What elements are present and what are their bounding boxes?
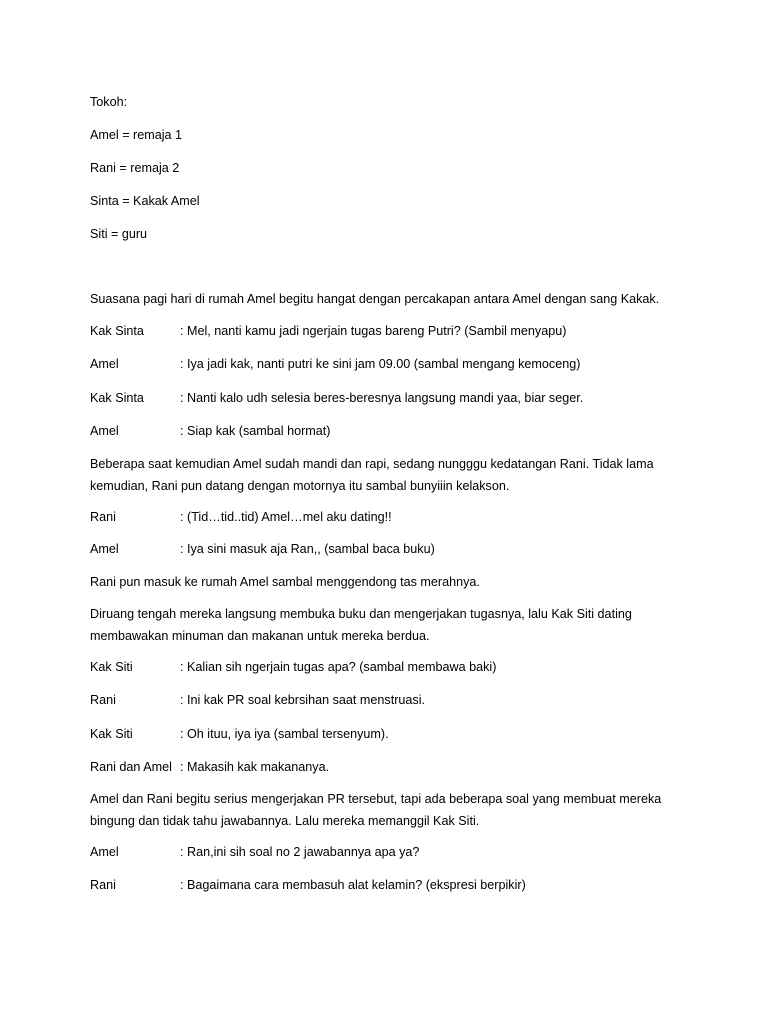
dialogue-line: : Bagaimana cara membasuh alat kelamin? (ekspresi berpikir) (180, 878, 526, 892)
dialogue-line: : Iya sini masuk aja Ran,, (sambal baca buku) (180, 542, 435, 556)
cast-item: Amel = remaja 1 (90, 128, 183, 142)
dialogue-line: : Makasih kak makananya. (180, 760, 330, 774)
dialogue-line: : Oh ituu, iya iya (sambal tersenyum). (180, 727, 389, 741)
dialogue-speaker: Rani (90, 693, 116, 707)
narration-paragraph: Diruang tengah mereka langsung membuka buku dan mengerjakan tugasnya, lalu Kak Siti dating membawakan minuman dan makanan untuk mereka berdua. (90, 607, 632, 643)
dialogue-line: : Ran,ini sih soal no 2 jawabannya apa ya? (180, 845, 420, 859)
dialogue-speaker: Amel (90, 845, 119, 859)
dialogue-line: : Ini kak PR soal kebrsihan saat menstruasi. (180, 693, 425, 707)
dialogue-speaker: Amel (90, 424, 119, 438)
dialogue-speaker: Rani (90, 510, 116, 524)
dialogue-speaker: Kak Siti (90, 660, 133, 674)
dialogue-line: : (Tid…tid..tid) Amel…mel aku dating!! (180, 510, 392, 524)
dialogue-line: : Iya jadi kak, nanti putri ke sini jam 09.00 (sambal mengang kemoceng) (180, 357, 581, 371)
dialogue-speaker: Amel (90, 357, 119, 371)
cast-item: Rani = remaja 2 (90, 161, 180, 175)
dialogue-line: : Siap kak (sambal hormat) (180, 424, 331, 438)
intro-paragraph: Suasana pagi hari di rumah Amel begitu hangat dengan percakapan antara Amel dengan sang Kakak. (90, 292, 660, 306)
cast-item: Siti = guru (90, 227, 148, 241)
dialogue-speaker: Rani (90, 878, 116, 892)
dialogue-speaker: Kak Siti (90, 727, 133, 741)
dialogue-line: : Kalian sih ngerjain tugas apa? (sambal membawa baki) (180, 660, 497, 674)
dialogue-speaker: Rani dan Amel (90, 760, 172, 774)
narration-paragraph: Beberapa saat kemudian Amel sudah mandi dan rapi, sedang nungggu kedatangan Rani. Tidak lama kemudian, Rani pun datang dengan motornya itu sambal bunyiiin kelakson. (90, 457, 654, 493)
cast-heading: Tokoh: (90, 95, 128, 109)
dialogue-speaker: Amel (90, 542, 119, 556)
dialogue-speaker: Kak Sinta (90, 324, 144, 338)
narration-paragraph: Rani pun masuk ke rumah Amel sambal menggendong tas merahnya. (90, 575, 480, 589)
narration-paragraph: Amel dan Rani begitu serius mengerjakan PR tersebut, tapi ada beberapa soal yang membuat mereka bingung dan tidak tahu jawabannya. Lalu mereka memanggil Kak Siti. (90, 792, 662, 828)
dialogue-line: : Mel, nanti kamu jadi ngerjain tugas bareng Putri? (Sambil menyapu) (180, 324, 567, 338)
dialogue-speaker: Kak Sinta (90, 391, 144, 405)
dialogue-line: : Nanti kalo udh selesia beres-beresnya langsung mandi yaa, biar seger. (180, 391, 584, 405)
cast-item: Sinta = Kakak Amel (90, 194, 200, 208)
